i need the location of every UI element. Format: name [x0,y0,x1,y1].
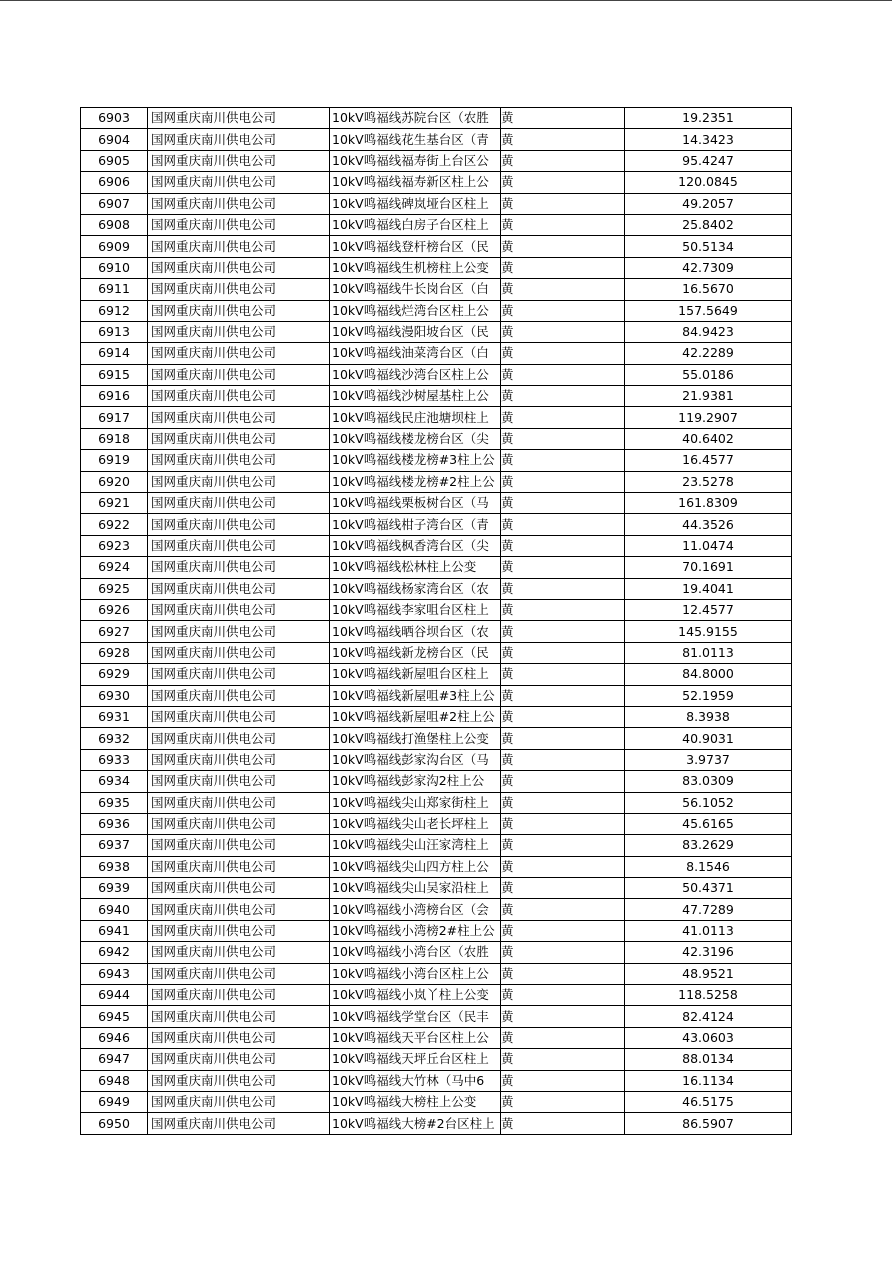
company-cell: 国网重庆南川供电公司 [148,1006,330,1027]
company-cell: 国网重庆南川供电公司 [148,236,330,257]
value-cell: 41.0113 [625,920,792,941]
color-level-cell: 黄 [501,599,625,620]
row-id-cell: 6929 [81,664,148,685]
color-level-cell: 黄 [501,920,625,941]
company-cell: 国网重庆南川供电公司 [148,963,330,984]
value-cell: 95.4247 [625,150,792,171]
company-cell: 国网重庆南川供电公司 [148,749,330,770]
color-level-cell: 黄 [501,236,625,257]
row-id-cell: 6918 [81,428,148,449]
company-cell: 国网重庆南川供电公司 [148,813,330,834]
table-row [81,535,792,556]
table-row [81,386,792,407]
row-id-cell: 6923 [81,535,148,556]
line-name-cell: 10kV鸣福线彭家沟2柱上公 [330,771,501,792]
table-row [81,942,792,963]
value-cell: 52.1959 [625,685,792,706]
company-cell: 国网重庆南川供电公司 [148,557,330,578]
table-row [81,1113,792,1134]
table-row [81,193,792,214]
row-id-cell: 6905 [81,150,148,171]
row-id-cell: 6919 [81,450,148,471]
row-id-cell: 6949 [81,1091,148,1112]
table-row [81,557,792,578]
table-row [81,214,792,235]
row-id-cell: 6908 [81,214,148,235]
row-id-cell: 6946 [81,1027,148,1048]
color-level-cell: 黄 [501,428,625,449]
line-name-cell: 10kV鸣福线柑子湾台区（青 [330,514,501,535]
line-name-cell: 10kV鸣福线尖山老长坪柱上 [330,813,501,834]
color-level-cell: 黄 [501,535,625,556]
company-cell: 国网重庆南川供电公司 [148,792,330,813]
company-cell: 国网重庆南川供电公司 [148,172,330,193]
table-row [81,985,792,1006]
company-cell: 国网重庆南川供电公司 [148,578,330,599]
line-name-cell: 10kV鸣福线新龙榜台区（民 [330,642,501,663]
value-cell: 120.0845 [625,172,792,193]
color-level-cell: 黄 [501,985,625,1006]
value-cell: 81.0113 [625,642,792,663]
line-name-cell: 10kV鸣福线枫香湾台区（尖 [330,535,501,556]
company-cell: 国网重庆南川供电公司 [148,108,330,129]
row-id-cell: 6912 [81,300,148,321]
line-name-cell: 10kV鸣福线苏院台区（农胜 [330,108,501,129]
row-id-cell: 6906 [81,172,148,193]
company-cell: 国网重庆南川供电公司 [148,664,330,685]
company-cell: 国网重庆南川供电公司 [148,428,330,449]
color-level-cell: 黄 [501,557,625,578]
company-cell: 国网重庆南川供电公司 [148,706,330,727]
line-name-cell: 10kV鸣福线栗板树台区（马 [330,493,501,514]
company-cell: 国网重庆南川供电公司 [148,493,330,514]
row-id-cell: 6932 [81,728,148,749]
line-name-cell: 10kV鸣福线楼龙榜台区（尖 [330,428,501,449]
line-name-cell: 10kV鸣福线小湾榜台区（会 [330,899,501,920]
value-cell: 42.3196 [625,942,792,963]
value-cell: 42.7309 [625,257,792,278]
table-row [81,450,792,471]
company-cell: 国网重庆南川供电公司 [148,129,330,150]
value-cell: 70.1691 [625,557,792,578]
table-body [81,108,792,1135]
color-level-cell: 黄 [501,1113,625,1134]
color-level-cell: 黄 [501,279,625,300]
table-row [81,835,792,856]
color-level-cell: 黄 [501,621,625,642]
row-id-cell: 6934 [81,771,148,792]
color-level-cell: 黄 [501,1006,625,1027]
line-name-cell: 10kV鸣福线小湾榜2#柱上公 [330,920,501,941]
row-id-cell: 6911 [81,279,148,300]
value-cell: 86.5907 [625,1113,792,1134]
table-row [81,920,792,941]
company-cell: 国网重庆南川供电公司 [148,642,330,663]
company-cell: 国网重庆南川供电公司 [148,685,330,706]
line-name-cell: 10kV鸣福线李家咀台区柱上 [330,599,501,620]
value-cell: 21.9381 [625,386,792,407]
line-name-cell: 10kV鸣福线尖山汪家湾柱上 [330,835,501,856]
color-level-cell: 黄 [501,728,625,749]
table-row [81,878,792,899]
color-level-cell: 黄 [501,942,625,963]
color-level-cell: 黄 [501,129,625,150]
table-row [81,813,792,834]
value-cell: 50.4371 [625,878,792,899]
value-cell: 84.8000 [625,664,792,685]
company-cell: 国网重庆南川供电公司 [148,920,330,941]
row-id-cell: 6947 [81,1049,148,1070]
company-cell: 国网重庆南川供电公司 [148,856,330,877]
line-name-cell: 10kV鸣福线打渔堡柱上公变 [330,728,501,749]
line-name-cell: 10kV鸣福线沙树屋基柱上公 [330,386,501,407]
company-cell: 国网重庆南川供电公司 [148,728,330,749]
table-row [81,1049,792,1070]
company-cell: 国网重庆南川供电公司 [148,407,330,428]
value-cell: 161.8309 [625,493,792,514]
company-cell: 国网重庆南川供电公司 [148,535,330,556]
value-cell: 84.9423 [625,321,792,342]
color-level-cell: 黄 [501,578,625,599]
value-cell: 14.3423 [625,129,792,150]
value-cell: 47.7289 [625,899,792,920]
table-row [81,514,792,535]
color-level-cell: 黄 [501,706,625,727]
line-name-cell: 10kV鸣福线新屋咀#2柱上公 [330,706,501,727]
company-cell: 国网重庆南川供电公司 [148,942,330,963]
color-level-cell: 黄 [501,407,625,428]
value-cell: 48.9521 [625,963,792,984]
line-name-cell: 10kV鸣福线牛长岗台区（白 [330,279,501,300]
value-cell: 82.4124 [625,1006,792,1027]
row-id-cell: 6910 [81,257,148,278]
table-row [81,150,792,171]
color-level-cell: 黄 [501,214,625,235]
table-row [81,1091,792,1112]
table-row [81,279,792,300]
color-level-cell: 黄 [501,878,625,899]
row-id-cell: 6948 [81,1070,148,1091]
company-cell: 国网重庆南川供电公司 [148,1027,330,1048]
line-name-cell: 10kV鸣福线油菜湾台区（白 [330,343,501,364]
value-cell: 25.8402 [625,214,792,235]
row-id-cell: 6916 [81,386,148,407]
value-cell: 145.9155 [625,621,792,642]
table-row [81,471,792,492]
table-row [81,685,792,706]
value-cell: 16.1134 [625,1070,792,1091]
row-id-cell: 6942 [81,942,148,963]
row-id-cell: 6935 [81,792,148,813]
top-rule [0,0,892,1]
company-cell: 国网重庆南川供电公司 [148,514,330,535]
company-cell: 国网重庆南川供电公司 [148,878,330,899]
line-name-cell: 10kV鸣福线福寿新区柱上公 [330,172,501,193]
line-name-cell: 10kV鸣福线登杆榜台区（民 [330,236,501,257]
company-cell: 国网重庆南川供电公司 [148,386,330,407]
line-name-cell: 10kV鸣福线民庄池塘坝柱上 [330,407,501,428]
value-cell: 83.2629 [625,835,792,856]
color-level-cell: 黄 [501,856,625,877]
company-cell: 国网重庆南川供电公司 [148,599,330,620]
value-cell: 42.2289 [625,343,792,364]
color-level-cell: 黄 [501,343,625,364]
value-cell: 118.5258 [625,985,792,1006]
row-id-cell: 6915 [81,364,148,385]
table-row [81,621,792,642]
line-name-cell: 10kV鸣福线天坪丘台区柱上 [330,1049,501,1070]
row-id-cell: 6938 [81,856,148,877]
color-level-cell: 黄 [501,835,625,856]
line-name-cell: 10kV鸣福线大竹林（马中6 [330,1070,501,1091]
value-cell: 44.3526 [625,514,792,535]
company-cell: 国网重庆南川供电公司 [148,985,330,1006]
line-name-cell: 10kV鸣福线漫阳坡台区（民 [330,321,501,342]
table-row [81,493,792,514]
color-level-cell: 黄 [501,899,625,920]
table-row [81,792,792,813]
company-cell: 国网重庆南川供电公司 [148,257,330,278]
table-row [81,428,792,449]
company-cell: 国网重庆南川供电公司 [148,193,330,214]
row-id-cell: 6914 [81,343,148,364]
company-cell: 国网重庆南川供电公司 [148,450,330,471]
value-cell: 19.4041 [625,578,792,599]
company-cell: 国网重庆南川供电公司 [148,771,330,792]
row-id-cell: 6920 [81,471,148,492]
company-cell: 国网重庆南川供电公司 [148,1049,330,1070]
table-row [81,1070,792,1091]
table-row [81,236,792,257]
line-name-cell: 10kV鸣福线福寿街上台区公 [330,150,501,171]
color-level-cell: 黄 [501,450,625,471]
line-name-cell: 10kV鸣福线尖山郑家街柱上 [330,792,501,813]
row-id-cell: 6943 [81,963,148,984]
value-cell: 43.0603 [625,1027,792,1048]
color-level-cell: 黄 [501,813,625,834]
value-cell: 11.0474 [625,535,792,556]
row-id-cell: 6933 [81,749,148,770]
color-level-cell: 黄 [501,108,625,129]
table-row [81,108,792,129]
row-id-cell: 6913 [81,321,148,342]
value-cell: 119.2907 [625,407,792,428]
line-name-cell: 10kV鸣福线松林柱上公变 [330,557,501,578]
line-name-cell: 10kV鸣福线学堂台区（民丰 [330,1006,501,1027]
row-id-cell: 6928 [81,642,148,663]
row-id-cell: 6926 [81,599,148,620]
table-row [81,343,792,364]
row-id-cell: 6944 [81,985,148,1006]
row-id-cell: 6936 [81,813,148,834]
row-id-cell: 6930 [81,685,148,706]
line-name-cell: 10kV鸣福线小湾台区柱上公 [330,963,501,984]
line-name-cell: 10kV鸣福线彭家沟台区（马 [330,749,501,770]
value-cell: 12.4577 [625,599,792,620]
row-id-cell: 6940 [81,899,148,920]
company-cell: 国网重庆南川供电公司 [148,364,330,385]
value-cell: 88.0134 [625,1049,792,1070]
row-id-cell: 6925 [81,578,148,599]
line-name-cell: 10kV鸣福线烂湾台区柱上公 [330,300,501,321]
row-id-cell: 6924 [81,557,148,578]
table-row [81,172,792,193]
table-row [81,407,792,428]
table-row [81,771,792,792]
row-id-cell: 6945 [81,1006,148,1027]
company-cell: 国网重庆南川供电公司 [148,899,330,920]
table-row [81,899,792,920]
color-level-cell: 黄 [501,685,625,706]
color-level-cell: 黄 [501,386,625,407]
company-cell: 国网重庆南川供电公司 [148,343,330,364]
table-row [81,856,792,877]
line-name-cell: 10kV鸣福线新屋咀台区柱上 [330,664,501,685]
row-id-cell: 6904 [81,129,148,150]
color-level-cell: 黄 [501,514,625,535]
row-id-cell: 6907 [81,193,148,214]
company-cell: 国网重庆南川供电公司 [148,321,330,342]
value-cell: 16.5670 [625,279,792,300]
company-cell: 国网重庆南川供电公司 [148,214,330,235]
value-cell: 16.4577 [625,450,792,471]
row-id-cell: 6927 [81,621,148,642]
table-row [81,728,792,749]
table-row [81,1006,792,1027]
table-row [81,963,792,984]
line-name-cell: 10kV鸣福线白房子台区柱上 [330,214,501,235]
value-cell: 83.0309 [625,771,792,792]
line-name-cell: 10kV鸣福线杨家湾台区（农 [330,578,501,599]
line-name-cell: 10kV鸣福线新屋咀#3柱上公 [330,685,501,706]
value-cell: 40.9031 [625,728,792,749]
color-level-cell: 黄 [501,642,625,663]
table-row [81,642,792,663]
line-name-cell: 10kV鸣福线碑岚垭台区柱上 [330,193,501,214]
row-id-cell: 6937 [81,835,148,856]
company-cell: 国网重庆南川供电公司 [148,471,330,492]
company-cell: 国网重庆南川供电公司 [148,150,330,171]
row-id-cell: 6950 [81,1113,148,1134]
line-name-cell: 10kV鸣福线小湾台区（农胜 [330,942,501,963]
data-table [80,107,792,1135]
value-cell: 40.6402 [625,428,792,449]
color-level-cell: 黄 [501,771,625,792]
table-row [81,300,792,321]
color-level-cell: 黄 [501,321,625,342]
color-level-cell: 黄 [501,364,625,385]
row-id-cell: 6939 [81,878,148,899]
line-name-cell: 10kV鸣福线大榜#2台区柱上 [330,1113,501,1134]
value-cell: 49.2057 [625,193,792,214]
color-level-cell: 黄 [501,664,625,685]
row-id-cell: 6931 [81,706,148,727]
line-name-cell: 10kV鸣福线沙湾台区柱上公 [330,364,501,385]
color-level-cell: 黄 [501,300,625,321]
color-level-cell: 黄 [501,193,625,214]
line-name-cell: 10kV鸣福线楼龙榜#3柱上公 [330,450,501,471]
value-cell: 46.5175 [625,1091,792,1112]
value-cell: 3.9737 [625,749,792,770]
color-level-cell: 黄 [501,257,625,278]
value-cell: 45.6165 [625,813,792,834]
row-id-cell: 6903 [81,108,148,129]
value-cell: 55.0186 [625,364,792,385]
value-cell: 157.5649 [625,300,792,321]
color-level-cell: 黄 [501,1027,625,1048]
row-id-cell: 6909 [81,236,148,257]
table-row [81,321,792,342]
value-cell: 23.5278 [625,471,792,492]
color-level-cell: 黄 [501,792,625,813]
row-id-cell: 6922 [81,514,148,535]
color-level-cell: 黄 [501,1091,625,1112]
line-name-cell: 10kV鸣福线晒谷坝台区（农 [330,621,501,642]
table-row [81,1027,792,1048]
table-row [81,364,792,385]
value-cell: 19.2351 [625,108,792,129]
line-name-cell: 10kV鸣福线花生基台区（青 [330,129,501,150]
table-row [81,129,792,150]
line-name-cell: 10kV鸣福线天平台区柱上公 [330,1027,501,1048]
value-cell: 56.1052 [625,792,792,813]
value-cell: 8.1546 [625,856,792,877]
line-name-cell: 10kV鸣福线大榜柱上公变 [330,1091,501,1112]
color-level-cell: 黄 [501,963,625,984]
color-level-cell: 黄 [501,150,625,171]
row-id-cell: 6917 [81,407,148,428]
line-name-cell: 10kV鸣福线生机榜柱上公变 [330,257,501,278]
company-cell: 国网重庆南川供电公司 [148,279,330,300]
table-row [81,706,792,727]
company-cell: 国网重庆南川供电公司 [148,1091,330,1112]
company-cell: 国网重庆南川供电公司 [148,1113,330,1134]
color-level-cell: 黄 [501,1070,625,1091]
company-cell: 国网重庆南川供电公司 [148,1070,330,1091]
table-row [81,599,792,620]
line-name-cell: 10kV鸣福线尖山四方柱上公 [330,856,501,877]
company-cell: 国网重庆南川供电公司 [148,621,330,642]
line-name-cell: 10kV鸣福线楼龙榜#2柱上公 [330,471,501,492]
company-cell: 国网重庆南川供电公司 [148,835,330,856]
table-row [81,749,792,770]
color-level-cell: 黄 [501,172,625,193]
table-row [81,578,792,599]
company-cell: 国网重庆南川供电公司 [148,300,330,321]
value-cell: 50.5134 [625,236,792,257]
line-name-cell: 10kV鸣福线尖山吴家沿柱上 [330,878,501,899]
row-id-cell: 6941 [81,920,148,941]
table-row [81,257,792,278]
row-id-cell: 6921 [81,493,148,514]
color-level-cell: 黄 [501,1049,625,1070]
color-level-cell: 黄 [501,749,625,770]
color-level-cell: 黄 [501,471,625,492]
value-cell: 8.3938 [625,706,792,727]
color-level-cell: 黄 [501,493,625,514]
line-name-cell: 10kV鸣福线小岚丫柱上公变 [330,985,501,1006]
table-row [81,664,792,685]
